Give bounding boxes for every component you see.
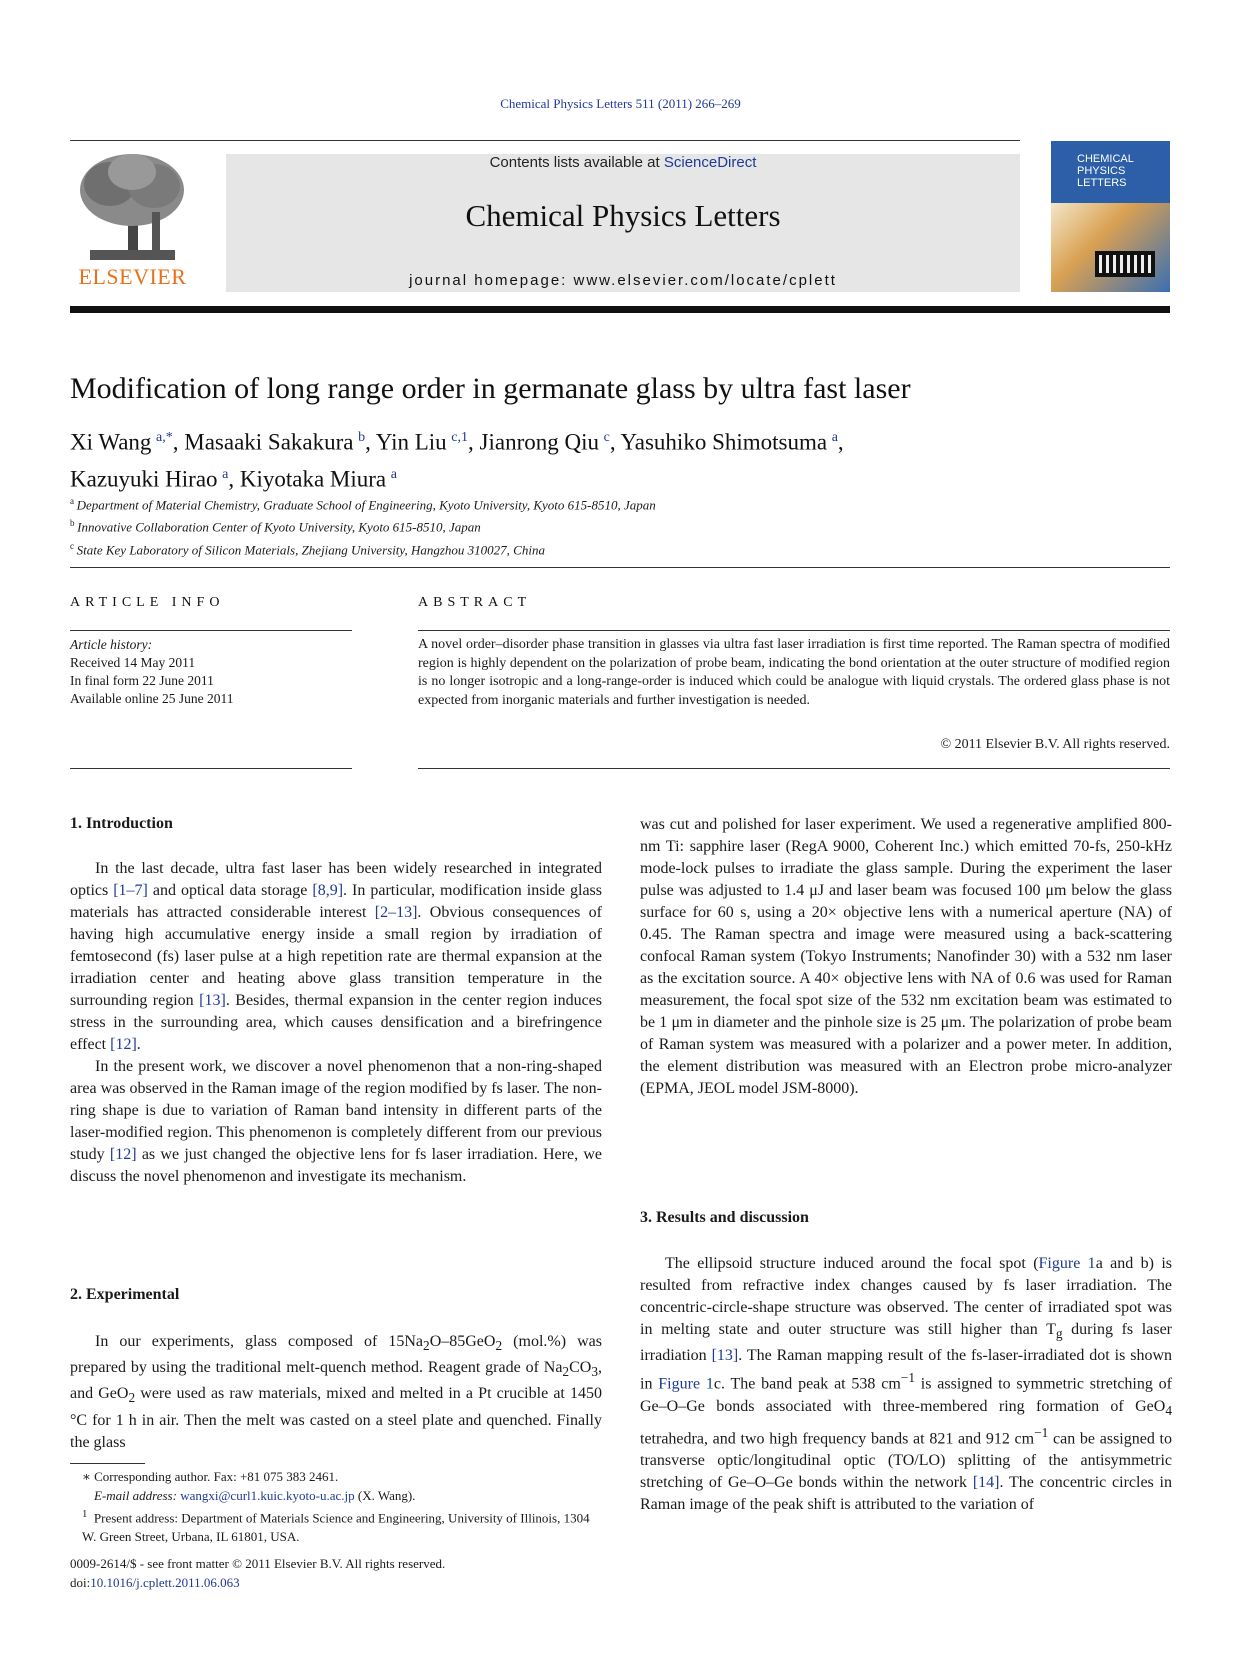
footnotes xyxy=(70,1468,602,1546)
abstract-text: A novel order–disorder phase transition in glasses via ultra fast laser irradiation is first time reported. The Raman spectra of modified region is highly dependent on the polarization of probe beam, indicating the bond orientation at the outer structure of modified region is no longer isotropic and a long-range-order is induced which could be analogue with liquid crystals. The ordered glass phase is not expected from inorganic materials and further investigation is needed. xyxy=(418,637,1170,708)
doi-link[interactable]: 10.1016/j.cplett.2011.06.063 xyxy=(90,1574,240,1590)
cover-title: CHEMICAL PHYSICS LETTERS xyxy=(1077,153,1134,189)
journal-cover xyxy=(1051,141,1170,292)
reference-link[interactable]: [13] xyxy=(711,1347,739,1365)
contents-prefix: Contents lists available at xyxy=(489,154,664,171)
figure-link[interactable]: Figure 1 xyxy=(658,1375,714,1393)
author-name: Kiyotaka Miura xyxy=(239,466,387,492)
article-history xyxy=(70,636,352,708)
abstract-copyright: © 2011 Elsevier B.V. All rights reserved. xyxy=(940,737,1170,752)
article-info-heading: ARTICLE INFO xyxy=(70,595,225,610)
section-heading-results: 3. Results and discussion xyxy=(640,1209,809,1226)
reference-link[interactable]: [12] xyxy=(110,1036,137,1053)
abstract-heading: ABSTRACT xyxy=(418,595,532,610)
reference-link[interactable]: [2–13] xyxy=(374,904,418,921)
affiliation-rule xyxy=(70,567,1170,568)
elsevier-logo xyxy=(70,150,195,290)
affiliation-item: $^a$ Department of Material Chemistry, Graduate School of Engineering, Kyoto University, Kyoto 615-8510, Japan xyxy=(70,496,656,513)
present-address-note: $^1$ Present address: Department of Materials Science and Engineering, University of Illinois, 1304 W. Green Street, Urbana, IL 61801, USA. xyxy=(82,1508,590,1544)
paragraph: was cut and polished for laser experiment. We used a regenerative amplified 800-nm Ti: sapphire laser (RegA 9000, Coherent Inc.) which emitted 70-fs, 250-kHz mode-lock pulses to irradiate the glass sample. During the experiment the laser pulse was adjusted to 1.4 μJ and laser beam was focused 100 μm below the glass surface for 60 s, using a 20× objective lens with a numerical aperture (NA) of 0.45. The Raman spectra and image were measured using a back-scattering confocal Raman system (Tokyo Instruments; Nanofinder 30) with a 532 nm laser as the excitation source. A 40× objective lens with NA of 0.6 was used for Raman measurement, the focal spot size of the 532 nm excitation beam was estimated to be 1 μm in diameter and the pinhole size is 25 μm. The polarization of probe beam of Raman system was measured with a polarizer and a power meter. In addition, the element distribution was measured with an Electron probe micro-analyzer (EPMA, JEOL model JSM-8000). xyxy=(640,816,1172,1097)
corresponding-author-note: ∗ Corresponding author. Fax: +81 075 383 2461. xyxy=(82,1469,339,1484)
abstract-rule-bottom xyxy=(418,768,1170,769)
results-body xyxy=(640,1253,1172,1516)
journal-banner xyxy=(226,154,1020,292)
reference-link[interactable]: [8,9] xyxy=(312,882,344,899)
author-name: Xi Wang xyxy=(70,429,152,455)
cover-image xyxy=(1051,203,1170,292)
paragraph: In our experiments, glass composed of $15Na_2O-85GeO_2$ (mol.%) was prepared by using the traditional melt-quench method. Reagent grade of $Na_2CO_3$, and GeO$_2$ were used as raw materials, mixed and melted in a Pt crucible at 1450 °C for 1 h in air. Then the melt was casted on a steel plate and quenched. Finally the glass xyxy=(70,1333,602,1451)
author-name: Yasuhiko Shimotsuma xyxy=(620,429,828,455)
journal-citation[interactable]: Chemical Physics Letters 511 (2011) 266–269 xyxy=(500,96,741,111)
reference-link[interactable]: [14] xyxy=(972,1474,1000,1492)
section-heading-introduction: 1. Introduction xyxy=(70,815,173,832)
author-affiliation-mark[interactable]: b xyxy=(358,430,366,445)
author-name: Kazuyuki Hirao xyxy=(70,466,218,492)
experimental-body-continued xyxy=(640,814,1172,1100)
author-name: Jianrong Qiu xyxy=(479,429,599,455)
reference-link[interactable]: [12] xyxy=(109,1146,137,1163)
history-label: Article history: xyxy=(70,637,153,652)
footnote-rule xyxy=(70,1463,145,1464)
reference-link[interactable]: [13] xyxy=(199,992,226,1009)
experimental-body xyxy=(70,1331,602,1454)
email-note: E-mail address: wangxi@curl1.kuic.kyoto-u.ac.jp (X. Wang). xyxy=(94,1487,416,1503)
received-date: Received 14 May 2011 xyxy=(70,655,196,670)
author-affiliation-mark[interactable]: a,* xyxy=(156,430,173,445)
reference-link[interactable]: [1–7] xyxy=(113,882,148,899)
section-heading-experimental: 2. Experimental xyxy=(70,1286,180,1303)
elsevier-wordmark: ELSEVIER xyxy=(78,264,187,289)
cover-barcode-icon xyxy=(1095,251,1155,277)
sciencedirect-link[interactable]: ScienceDirect xyxy=(663,154,757,171)
article-info-rule xyxy=(70,630,352,631)
paragraph: The ellipsoid structure induced around the focal spot (Figure 1a and b) is resulted from refractive index changes caused by fs laser irradiation. The concentric-circle-shape structure was observed. The center of irradiated spot was in melting state and outer structure was still higher than $T_g$ during fs laser irradiation [13]. The Raman mapping result of the fs-laser-irradiated dot is shown in Figure 1c. The band peak at 538 $cm^{-1}$ is assigned to symmetric stretching of Ge–O–Ge bonds associated with three-membered ring formation of GeO$_4$ tetrahedra, and two high frequency bands at 821 and 912 $cm^{-1}$ can be assigned to transverse optic/longitudinal optic (TO/LO) splitting of the antisymmetric stretching of Ge–O–Ge bonds within the network [14]. The concentric circles in Raman image of the peak shift is attributed to the variation of xyxy=(640,1255,1173,1514)
author-name: Yin Liu xyxy=(375,429,447,455)
introduction-body xyxy=(70,858,602,1188)
author-name: Masaaki Sakakura xyxy=(184,429,354,455)
front-matter xyxy=(70,1555,602,1592)
abstract-rule xyxy=(418,630,1170,631)
author-list: Xi Wang $^{a,*}$, Masaaki Sakakura $^b$, Yin Liu $^{c,1}$, Jianrong Qiu $^c$, Yasuhiko Shimotsuma $^a$, Kazuyuki Hirao $^a$, Kiyotaka Miura $^a$ xyxy=(70,429,844,492)
doi-line: doi:10.1016/j.cplett.2011.06.063 xyxy=(70,1574,240,1590)
header-rule xyxy=(70,140,1020,141)
journal-homepage[interactable]: journal homepage: www.elsevier.com/locate/cplett xyxy=(409,272,837,289)
affiliation-item: $^b$ Innovative Collaboration Center of Kyoto University, Kyoto 615-8510, Japan xyxy=(70,518,481,535)
author-affiliation-mark[interactable]: a xyxy=(390,466,397,482)
issn-line: 0009-2614/$ - see front matter © 2011 Elsevier B.V. All rights reserved. xyxy=(70,1556,446,1571)
contents-line xyxy=(226,154,1020,171)
journal-name: Chemical Physics Letters xyxy=(465,198,781,233)
author-affiliation-mark[interactable]: c,1 xyxy=(451,430,469,445)
header-thick-rule xyxy=(70,306,1170,313)
article-title: Modification of long range order in germanate glass by ultra fast laser xyxy=(70,372,911,405)
final-form-date: In final form 22 June 2011 xyxy=(70,673,214,688)
email-link[interactable]: wangxi@curl1.kuic.kyoto-u.ac.jp xyxy=(180,1487,355,1503)
author-affiliation-mark[interactable]: c xyxy=(603,430,610,445)
online-date: Available online 25 June 2011 xyxy=(70,691,234,706)
tree-icon xyxy=(70,150,195,262)
affiliation-list xyxy=(70,492,1070,559)
author-affiliation-mark[interactable]: a xyxy=(222,466,229,482)
affiliation-item: $^c$ State Key Laboratory of Silicon Materials, Zhejiang University, Hangzhou 310027, China xyxy=(70,540,545,557)
paragraph: In the present work, we discover a novel phenomenon that a non-ring-shaped area was observed in the Raman image of the region modified by fs laser. The non-ring shape is due to variation of Raman band intensity in different parts of the laser-modified region. This phenomenon is completely different from our previous study [12] as we just changed the objective lens for fs laser irradiation. Here, we discuss the novel phenomenon and investigate its mechanism. xyxy=(70,1058,602,1185)
figure-link[interactable]: Figure 1 xyxy=(1038,1255,1096,1272)
paragraph: In the last decade, ultra fast laser has been widely researched in integrated optics [1–7] and optical data storage [8,9]. In particular, modification inside glass materials has attracted considerable interest [2–13]. Obvious consequences of having high accumulative energy inside a small region by irradiation of femtosecond (fs) laser pulse at a high repetition rate are thermal expansion at the irradiation center and heating above glass transition temperature in the surrounding region [13]. Besides, thermal expansion in the center region induces stress in the surrounding area, which causes densification and a birefringence effect [12]. xyxy=(70,860,603,1053)
article-info-rule-bottom xyxy=(70,768,352,769)
author-affiliation-mark[interactable]: a xyxy=(831,430,838,445)
